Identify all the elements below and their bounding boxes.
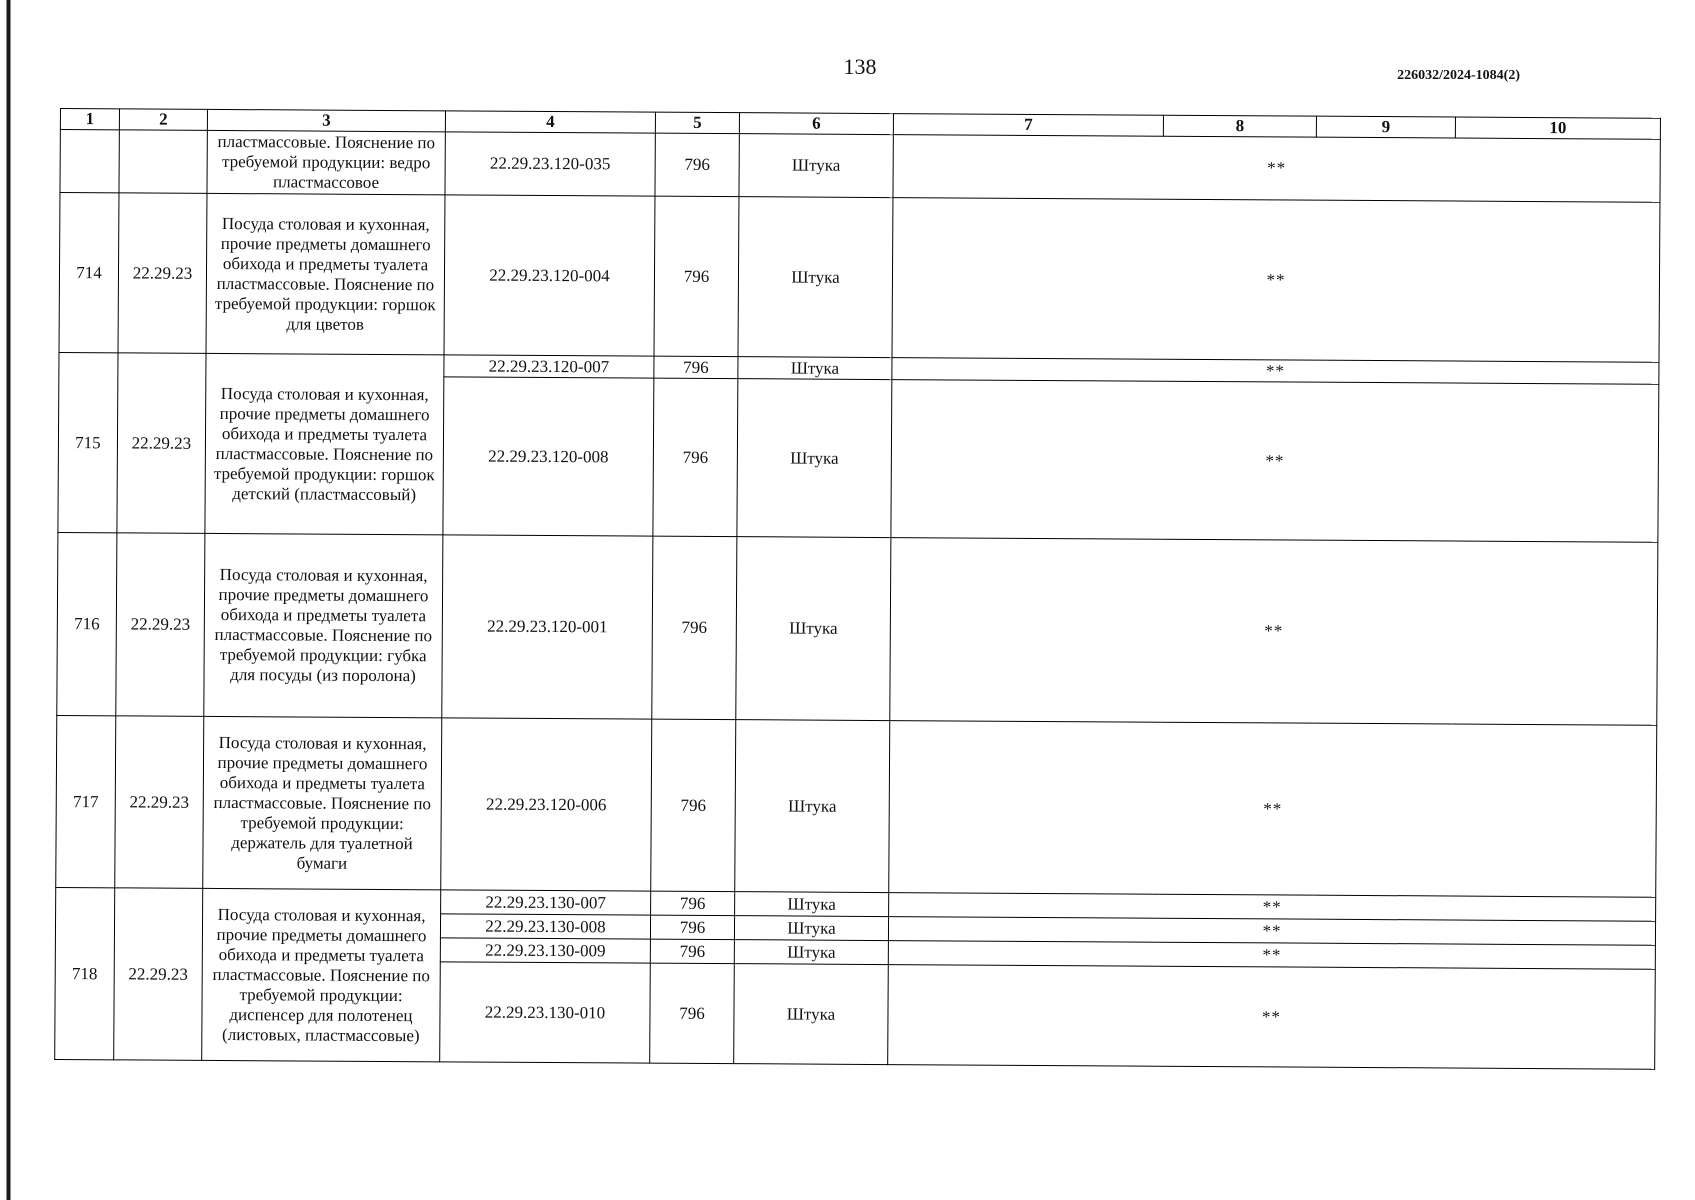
ktru-code: 22.29.23.130-008 xyxy=(440,914,650,939)
unit-name: Штука xyxy=(735,892,889,917)
document-reference: 226032/2024-1084(2) xyxy=(1397,68,1520,83)
merged-marker: ** xyxy=(888,941,1655,970)
okpd-code: 22.29.23 xyxy=(114,888,203,1061)
row-number: 714 xyxy=(59,193,119,353)
merged-marker: ** xyxy=(890,538,1658,726)
col-header-4: 4 xyxy=(445,111,655,133)
okpd-code: 22.29.23 xyxy=(118,193,207,354)
item-description: Посуда столовая и кухонная, прочие предметы домашнего обихода и предметы туалета пластмассовые. Пояснение по требуемой продукции: держатель для туалетной бумаги xyxy=(203,716,442,889)
col-header-7: 7 xyxy=(893,114,1163,137)
okei-code: 796 xyxy=(652,536,737,720)
row-number xyxy=(60,130,119,193)
unit-name: Штука xyxy=(737,379,892,538)
table-sheet xyxy=(54,108,1660,1070)
row-number: 718 xyxy=(55,887,115,1059)
table-row xyxy=(57,532,1658,725)
okei-code: 796 xyxy=(651,891,735,916)
unit-name: Штука xyxy=(734,940,888,965)
item-description: пластмассовые. Пояснение по требуемой продукции: ведро пластмассовое xyxy=(207,130,445,194)
col-header-1: 1 xyxy=(60,109,119,130)
ktru-code: 22.29.23.120-008 xyxy=(443,377,654,536)
okei-code: 796 xyxy=(654,356,738,379)
unit-name: Штука xyxy=(736,537,891,721)
unit-name: Штука xyxy=(738,357,892,380)
col-header-5: 5 xyxy=(655,112,739,134)
col-header-9: 9 xyxy=(1316,116,1455,138)
okei-code: 796 xyxy=(655,133,739,197)
col-header-3: 3 xyxy=(207,109,445,131)
ktru-code: 22.29.23.120-001 xyxy=(442,535,653,719)
okei-code: 796 xyxy=(650,963,735,1064)
merged-marker: ** xyxy=(888,917,1655,946)
okpd-code xyxy=(119,130,207,194)
okei-code: 796 xyxy=(654,196,739,357)
row-number: 717 xyxy=(56,715,116,887)
item-description: Посуда столовая и кухонная, прочие предметы домашнего обихода и предметы туалета пластмассовые. Пояснение по требуемой продукции: губка для посуды (из поролона) xyxy=(204,533,443,717)
table-row xyxy=(60,130,1660,203)
okei-code: 796 xyxy=(651,719,736,892)
col-header-6: 6 xyxy=(739,113,893,135)
ktru-code: 22.29.23.120-004 xyxy=(444,195,655,356)
table-row xyxy=(56,715,1657,897)
unit-name: Штука xyxy=(734,964,889,1065)
ktru-code: 22.29.23.120-035 xyxy=(445,132,655,196)
okpd-code: 22.29.23 xyxy=(117,353,206,534)
table-row xyxy=(59,193,1660,363)
merged-marker: ** xyxy=(892,358,1659,385)
okei-code: 796 xyxy=(650,915,734,940)
okpd-code: 22.29.23 xyxy=(116,533,205,717)
item-description: Посуда столовая и кухонная, прочие предметы домашнего обихода и предметы туалета пластмассовые. Пояснение по требуемой продукции: горшок детский (пластмассовый) xyxy=(205,353,444,534)
okei-code: 796 xyxy=(650,939,734,964)
row-number: 716 xyxy=(57,532,117,715)
merged-marker: ** xyxy=(893,135,1660,203)
unit-name: Штука xyxy=(734,916,888,941)
merged-marker: ** xyxy=(889,893,1656,922)
page-number: 138 xyxy=(843,54,877,79)
col-header-2: 2 xyxy=(119,109,207,131)
ktru-code: 22.29.23.120-006 xyxy=(441,718,652,891)
scan-edge xyxy=(0,0,14,1200)
unit-name: Штука xyxy=(739,134,893,198)
merged-marker: ** xyxy=(891,380,1659,543)
col-header-10: 10 xyxy=(1455,117,1660,139)
item-description: Посуда столовая и кухонная, прочие предметы домашнего обихода и предметы туалета пластмассовые. Пояснение по требуемой продукции: горшок для цветов xyxy=(206,193,445,354)
unit-name: Штука xyxy=(738,197,893,358)
ktru-code: 22.29.23.120-007 xyxy=(444,355,654,378)
item-description: Посуда столовая и кухонная, прочие предметы домашнего обихода и предметы туалета пластмассовые. Пояснение по требуемой продукции: диспенсер для полотенец (листовых, пластмассовые) xyxy=(202,888,441,1061)
procurement-table xyxy=(54,108,1661,1070)
row-number: 715 xyxy=(58,352,118,532)
merged-marker: ** xyxy=(892,198,1660,363)
ktru-code: 22.29.23.130-007 xyxy=(441,890,651,915)
unit-name: Штука xyxy=(735,720,890,893)
ktru-code: 22.29.23.130-009 xyxy=(440,938,650,963)
okei-code: 796 xyxy=(653,378,738,537)
merged-marker: ** xyxy=(889,721,1657,898)
merged-marker: ** xyxy=(888,965,1656,1070)
ktru-code: 22.29.23.130-010 xyxy=(440,962,651,1063)
okpd-code: 22.29.23 xyxy=(115,716,204,889)
col-header-8: 8 xyxy=(1163,115,1316,137)
